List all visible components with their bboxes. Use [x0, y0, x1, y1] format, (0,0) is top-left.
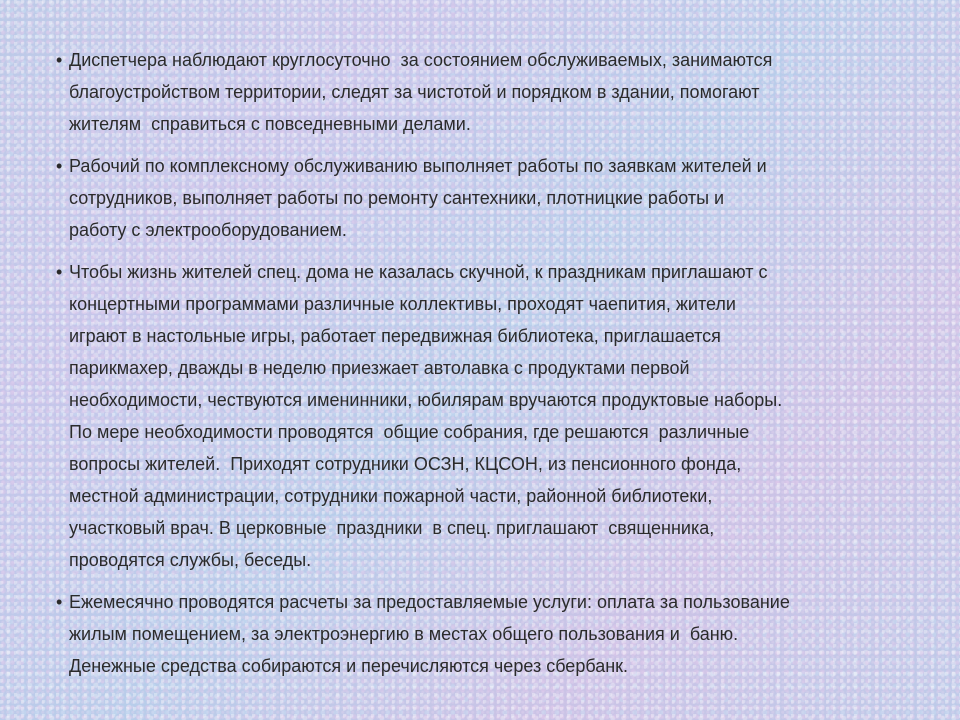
text-line: парикмахер, дважды в неделю приезжает автолавка с продуктами первой [69, 358, 690, 378]
bullet-icon: • [56, 592, 63, 612]
text-line: Рабочий по комплексному обслуживанию выполняет работы по заявкам жителей и [69, 156, 767, 176]
text-line: участковый врач. В церковные праздники в спец. приглашают священника, [69, 518, 715, 538]
bullet-item-4 [56, 586, 886, 682]
text-line: играют в настольные игры, работает передвижная библиотека, приглашается [69, 326, 721, 346]
bullet-text [69, 256, 782, 576]
text-line: Денежные средства собираются и перечисляются через сбербанк. [69, 656, 629, 676]
text-line: проводятся службы, беседы. [69, 550, 312, 570]
text-line: Ежемесячно проводятся расчеты за предоставляемые услуги: оплата за пользование [69, 592, 790, 612]
bullet-icon: • [56, 156, 63, 176]
text-line: вопросы жителей. Приходят сотрудники ОСЗН, КЦСОН, из пенсионного фонда, [69, 454, 742, 474]
text-line: благоустройством территории, следят за чистотой и порядком в здании, помогают [69, 82, 760, 102]
text-line: местной администрации, сотрудники пожарной части, районной библиотеки, [69, 486, 713, 506]
bullet-item-3 [56, 256, 886, 576]
bullet-icon: • [56, 50, 63, 70]
text-line: жителям справиться с повседневными делами. [69, 114, 471, 134]
bullet-text [69, 150, 767, 246]
text-line: концертными программами различные коллективы, проходят чаепития, жители [69, 294, 736, 314]
text-line: сотрудников, выполняет работы по ремонту сантехники, плотницкие работы и [69, 188, 725, 208]
bullet-item-1 [56, 44, 886, 140]
text-line: работу с электрооборудованием. [69, 220, 347, 240]
text-line: Диспетчера наблюдают круглосуточно за состоянием обслуживаемых, занимаются [69, 50, 773, 70]
bullet-item-2 [56, 150, 886, 246]
bullet-text [69, 586, 790, 682]
bullet-icon: • [56, 262, 63, 282]
text-line: По мере необходимости проводятся общие собрания, где решаются различные [69, 422, 750, 442]
text-line: жилым помещением, за электроэнергию в местах общего пользования и баню. [69, 624, 739, 644]
bullet-text [69, 44, 772, 140]
slide-body [56, 44, 886, 692]
text-line: Чтобы жизнь жителей спец. дома не казалась скучной, к праздникам приглашают с [69, 262, 768, 282]
text-line: необходимости, чествуются именинники, юбилярам вручаются продуктовые наборы. [69, 390, 783, 410]
